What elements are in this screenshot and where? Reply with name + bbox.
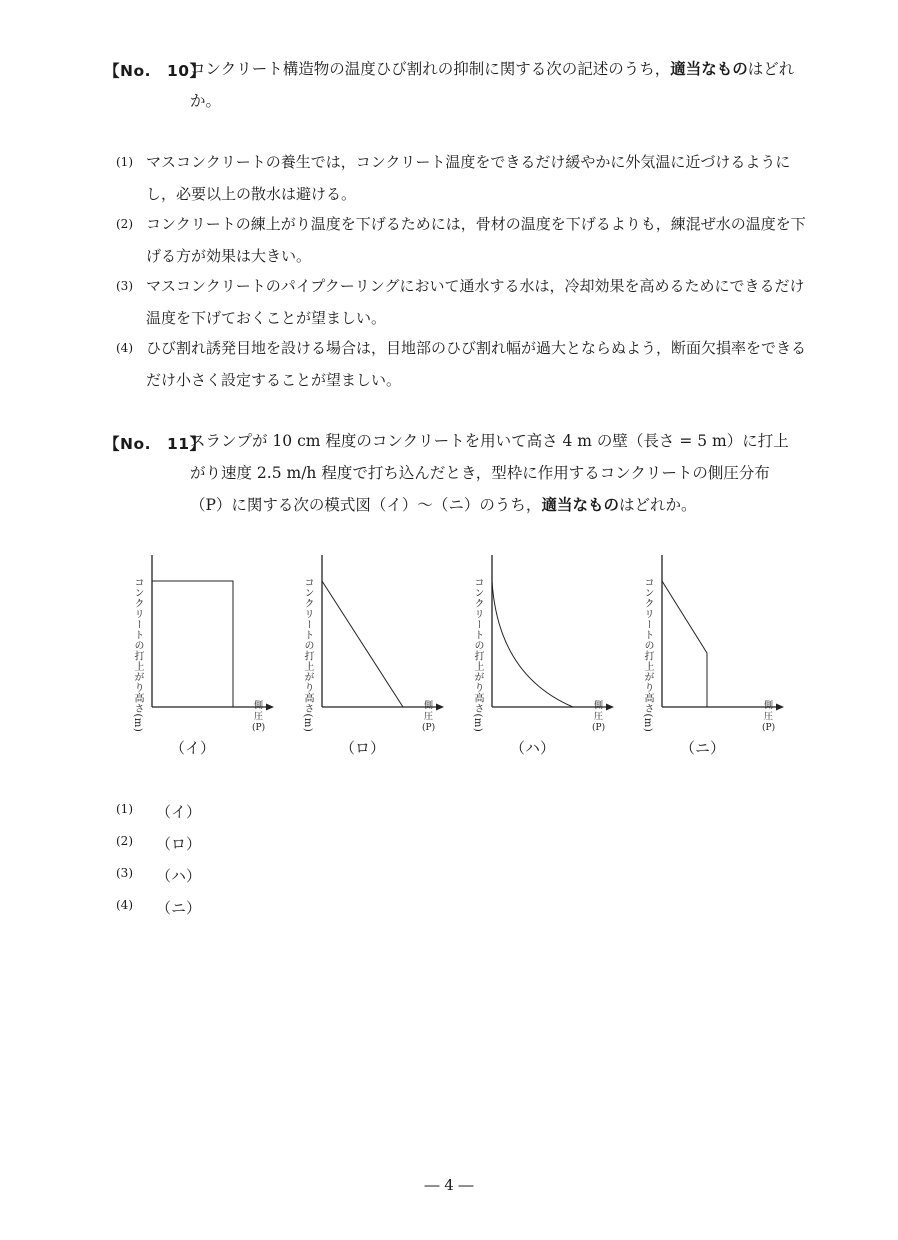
x-axis-arrow — [606, 704, 614, 711]
figure-ro-caption: （ロ） — [340, 739, 386, 757]
figure-ro-ylabel: コンクリートの打上がり高さ(m) — [302, 577, 313, 733]
q11-option-3-number: (3) — [116, 866, 133, 880]
q11-question-text — [190, 425, 802, 521]
x-axis-arrow — [776, 704, 784, 711]
figure-ni-xlabel — [762, 701, 775, 734]
pressure-curve — [492, 581, 573, 707]
figure-ni-ylabel: コンクリートの打上がり高さ(m) — [642, 577, 653, 733]
figure-ha-ylabel: コンクリートの打上がり高さ(m) — [472, 577, 483, 733]
x-axis-arrow — [436, 704, 444, 711]
q10-text-after: はどれか。 — [190, 60, 795, 110]
q10-option-4-text: ひび割れ誘発目地を設ける場合は，目地部のひび割れ幅が過大とならぬよう，断面欠損率をできるだけ小さく設定することが望ましい。 — [146, 339, 807, 389]
q10-option-3-text: マスコンクリートのパイプクーリングにおいて通水する水は，冷却効果を高めるためにできるだけ温度を下げておくことが望ましい。 — [146, 277, 805, 327]
q10-text-before: コンクリート構造物の温度ひび割れの抑制に関する次の記述のうち， — [190, 60, 671, 78]
x-axis-arrow — [266, 704, 274, 711]
figure-ro-plot — [320, 555, 450, 715]
figure-ni-plot — [660, 555, 790, 715]
q10-option-4-number: (4) — [116, 341, 133, 355]
q10-option-2-text: コンクリートの練上がり温度を下げるためには，骨材の温度を下げるよりも，練混ぜ水の温度を下げる方が効果は大きい。 — [146, 215, 806, 265]
figure-ro-xlabel — [422, 701, 435, 734]
q11-option-1-number: (1) — [116, 802, 133, 816]
q11-text-after: はどれか。 — [618, 496, 697, 514]
q10-option-3-number: (3) — [116, 279, 133, 293]
xlabel-line1: 側圧 — [594, 701, 604, 722]
q11-option-4-label: （ニ） — [156, 899, 202, 917]
xlabel-line2: (P) — [762, 723, 776, 733]
pressure-curve — [662, 581, 707, 707]
figure-ha-plot — [490, 555, 620, 715]
q10-question-text — [190, 53, 802, 117]
q11-number-label: 【No. 11】 — [104, 435, 206, 453]
q11-option-3-label: （ハ） — [156, 867, 202, 885]
figure-i-ylabel: コンクリートの打上がり高さ(m) — [132, 577, 143, 733]
pressure-curve — [322, 581, 403, 707]
page-number: ― 4 ― — [424, 1176, 474, 1194]
xlabel-line2: (P) — [252, 723, 266, 733]
figure-ni-caption: （ニ） — [680, 739, 726, 757]
xlabel-line1: 側圧 — [424, 701, 434, 722]
xlabel-line1: 側圧 — [764, 701, 774, 722]
q11-option-4-number: (4) — [116, 898, 133, 912]
q11-option-1-label: （イ） — [156, 803, 202, 821]
q10-number-label: 【No. 10】 — [104, 62, 206, 80]
q11-text-before: スランプが 10 cm 程度のコンクリートを用いて高さ 4 m の壁（長さ = 5 m）に打上がり速度 2.5 m/h 程度で打ち込んだとき，型枠に作用するコンクリートの側圧分布（P）に関する次の模式図（イ）～（ニ）のうち， — [190, 432, 789, 514]
q11-option-2-label: （ロ） — [156, 835, 202, 853]
xlabel-line2: (P) — [422, 723, 436, 733]
q11-option-2-number: (2) — [116, 834, 133, 848]
q10-text-bold: 適当なもの — [670, 60, 748, 78]
xlabel-line2: (P) — [592, 723, 606, 733]
q10-option-2-number: (2) — [116, 217, 133, 231]
xlabel-line1: 側圧 — [254, 701, 264, 722]
figure-i-xlabel — [252, 701, 265, 734]
figure-i-plot — [150, 555, 280, 715]
q11-text-bold: 適当なもの — [541, 496, 619, 514]
q10-option-1-text: マスコンクリートの養生では，コンクリート温度をできるだけ緩やかに外気温に近づけるようにし，必要以上の散水は避ける。 — [146, 153, 791, 203]
q10-option-1-number: (1) — [116, 155, 133, 169]
figure-i-caption: （イ） — [170, 739, 216, 757]
pressure-curve — [152, 581, 233, 707]
figure-ha-xlabel — [592, 701, 605, 734]
figure-ha-caption: （ハ） — [510, 739, 556, 757]
